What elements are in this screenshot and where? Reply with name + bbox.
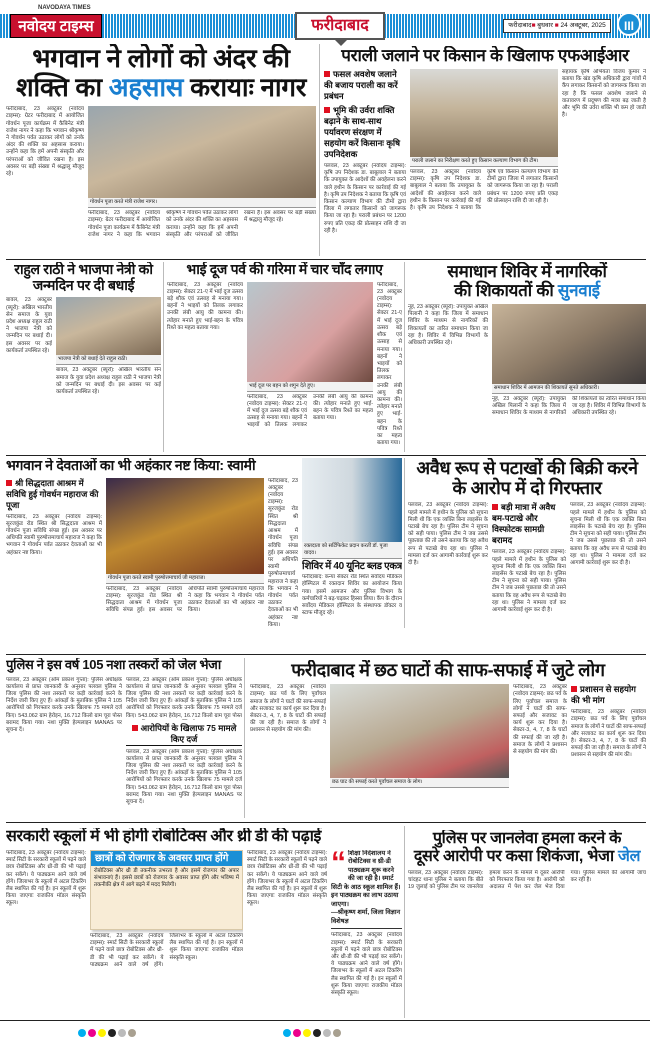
text-column <box>250 684 326 818</box>
headline-part: करायाः नागर <box>190 72 307 103</box>
headline-highlight: जेल <box>618 847 641 865</box>
divider <box>244 658 245 818</box>
highlight-item <box>324 105 406 160</box>
info-box-body: रोबोटिक्स और थ्री डी तकनीक उभरता है और इसमें रोजगार की अपार संभावनाएं हैं। इससे छात्रों को रोजगार के अवसर प्राप्त होंगे और भविष्य में तकनीकी क्षेत्र में आगे बढ़ने में मदद मिलेगी। <box>94 867 239 889</box>
photo-caption: गोवर्धन पूजा करते मंत्री राजेश नागर। <box>88 198 316 208</box>
subheadline <box>126 723 242 746</box>
article-police-attack <box>408 830 646 1018</box>
article-body: पलवल, 23 अक्टूबर (ओम प्रकाश गुप्ता): पुलिस अधीक्षक कार्यालय से प्राप्त जानकारी के अनुसार पलवल पुलिस ने जिला पुलिस की नशा तस्करों पर कड़ी कार्रवाई करने के निर्देश जारी किए हुए हैं। आंकड़ों के मुताबिक पुलिस ने 105 आरोपियों को गिरफ्तार करके उनके खिलाफ 75 मामले दर्ज किए। 543.062 ग्राम हेरोइन, 16.712 किलो ग्राम चूरा पोस्त <box>126 676 242 719</box>
quote-icon: “ <box>331 849 346 879</box>
article-body: पलवल, 23 अक्टूबर (नवोदय टाइम्स): पहले मामले में हथीन के पुलिस को सूचना मिली थी कि एक व्यक्ति बिना लाइसेंस के पटाखे बेच रहा है। पुलिस टीम ने सूचना को सही पाया। पुलिस टीम ने जब उससे पूछताछ की तो उसने बताया कि वह अवैध रूप से पटाखे बेच रहा था। पुलिस ने मामला दर्ज कर आगामी कार्रवाई शुरू कर दी है। <box>492 549 566 613</box>
article-body: फरीदाबाद, 23 अक्टूबर (नवोदय टाइम्स): छठ पर्व के लिए पूर्वांचल समाज के लोगों ने घाटों की साफ-सफाई और सजावट का कार्य शुरू कर दिया है। सेक्टर-3, 4, 7, 8 के घाटों की सफाई की जा रही है। समाज के लोगों ने प्रशासन से सहयोग की मांग की। <box>513 684 567 755</box>
headline: शिविर में 40 यूनिट ब्लड एकत्र <box>302 561 402 572</box>
news-photo <box>106 478 264 574</box>
subheadline-text: आरोपियों के खिलाफ 75 मामले किए दर्ज <box>140 722 237 744</box>
highlight-text: भूमि की उर्वरा शक्ति बढ़ाने के साथ-साथ पर्यावरण संरक्षण में सहयोग करें किसानः कृषि उपनिदेशक <box>324 105 401 160</box>
footer-rule <box>0 1020 650 1021</box>
registration-marks <box>283 1024 343 1042</box>
text-column <box>6 850 86 1018</box>
article-body: नूंह, 23 अक्टूबर (ब्यूरो): उपायुक्त अखिल पिलानी ने कहा कि जिला में समाधान शिविर के माध्यम से नागरिकों की शिकायतों का त्वरित समाधान किया जा रहा है। शिविर में विभिन्न विभागों के अधिकारी उपस्थित रहे। <box>492 396 646 417</box>
info-box <box>90 850 243 930</box>
article-birthday <box>6 262 161 452</box>
news-photo <box>247 282 373 382</box>
headline-part: दूसरे आरोपी पर कसा शिकंजा, भेजा <box>413 847 614 865</box>
divider <box>6 259 646 260</box>
text-column <box>562 69 646 256</box>
headline: भाई दूज पर्व की गरिमा में चार चाँद लगाए <box>186 262 383 277</box>
headline: फरीदाबाद में छठ घाटों की साफ-सफाई में जुटे लोग <box>291 660 605 680</box>
divider <box>6 822 646 823</box>
article-content <box>6 297 161 452</box>
article-body: फरीदाबाद, 23 अक्टूबर (नवोदय टाइम्स): ग्रेटर फरीदाबाद में आयोजित गोवर्धन पूजा कार्यक्रम में कैबिनेट मंत्री राजेश नागर ने कहा कि भगवान श्रीकृष्ण ने गोवर्धन पर्वत उठाकर लोगों को उनके अंदर की शक्ति का अहसास कराया। उन्होंने कहा कि हमें अपनी संस्कृति और परंपराओं को जीवित रखना है। इस अवसर पर बड़ी संख्या में श्रद्धालु मौजूद रहे। <box>6 106 84 178</box>
dateline-day: बुधवार <box>537 22 553 29</box>
article-content <box>6 478 298 628</box>
article-body: बावल, 23 अक्टूबर (ब्यूरो): अखिल भारतीय सेन समाज के युवा प्रदेश अध्यक्ष राहुल राठी ने भाजपा नेत्री को जन्मदिन पर बधाई दी। इस अवसर पर कई कार्यकर्ता उपस्थित रहे। <box>56 367 161 395</box>
text-column <box>571 684 646 818</box>
headline: राहुल राठी ने भाजपा नेत्री को जन्मदिन पर दी बधाई <box>14 262 153 293</box>
article-robotics <box>6 828 402 1018</box>
article-body: फरीदाबाद, 23 अक्टूबर (नवोदय टाइम्स): स्मार्ट सिटी के सरकारी स्कूलों में पढ़ने वाले छात्र रोबोटिक्स और थ्री-डी की भी पढ़ाई कर सकेंगे। ये पाठ्यक्रम आने वाले वर्ष होंगे। जिलाभर के स्कूलों में अटल टिंकरिंग लैब स्थापित की गई है। इन स्कूलों में शुरू किया जाएगाः राजकीय मॉडल संस्कृति स्कूल। <box>331 932 402 997</box>
quote-attribution: —श्रीकृष्ण शर्मा, जिला विज्ञान विशेषज्ञ <box>331 909 402 929</box>
news-photo <box>88 106 316 198</box>
media-column <box>492 304 646 452</box>
media-column <box>106 478 264 628</box>
photo-caption: समाधान शिविर में आमजन की शिकायतें सुनते अधिकारी। <box>492 384 646 394</box>
text-column <box>492 502 566 628</box>
logo-subtitle: NAVODAYA TIMES <box>38 5 91 11</box>
photo-caption: पराली जलाने का निरीक्षण करते हुए किसान कल्याण विभाग की टीम। <box>410 157 558 167</box>
media-column <box>330 684 509 818</box>
divider <box>404 262 405 452</box>
article-body: पलवल, 23 अक्टूबर (ओम प्रकाश गुप्ता): पुलिस अधीक्षक कार्यालय से प्राप्त जानकारी के अनुसार पलवल पुलिस ने जिला पुलिस की नशा तस्करों पर कड़ी कार्रवाई करने के निर्देश जारी किए हुए हैं। आंकड़ों के मुताबिक पुलिस ने 105 आरोपियों को गिरफ्तार करके उनके खिलाफ 75 मामले दर्ज किए। 543.062 ग्राम हेरोइन, 16.712 किलो ग्राम चूरा पोस्त बरामद किया गया। नशा मुक्ति हेल्पलाइन MANAS पर सूचना दें। <box>6 676 122 733</box>
highlight-text: फसल अवशेष जलाने की बजाय पराली का करें प्रबंधन <box>324 69 398 102</box>
page-number: III <box>617 12 641 36</box>
article-body: फरीदाबाद, 23 अक्टूबर (नवोदय टाइम्स): छठ पर्व के लिए पूर्वांचल समाज के लोगों ने घाटों की साफ-सफाई और सजावट का कार्य शुरू कर दिया है। सेक्टर-3, 4, 7, 8 के घाटों की सफाई की जा रही है। समाज के लोगों ने प्रशासन से सहयोग की मांग की। <box>571 709 646 759</box>
headline-line1: समाधान शिविर में नागरिकों <box>447 262 607 281</box>
article-content <box>250 684 646 818</box>
info-box-title: छात्रों को रोजगार के अवसर प्राप्त होंगे <box>91 851 242 866</box>
headline-line1: पुलिस पर जानलेवा हमला करने के <box>432 830 622 847</box>
news-photo <box>330 684 509 778</box>
photo-caption: भाई दूज पर बहन को शगुन देते हुए। <box>247 382 373 392</box>
highlight-item <box>324 69 406 102</box>
subheadline <box>492 502 566 546</box>
divider <box>404 458 405 628</box>
text-column <box>126 677 242 818</box>
article-body: फरीदाबाद, 23 अक्टूबर (नवोदय टाइम्स): सेक्टर 21-ए में भाई दूज उत्सव बड़े शौक एवं उत्साह से मनाया गया। बहनों ने भाइयों को तिलक लगाकर उनकी लंबी आयु की कामना की। त्योहार मनाते हुए भाई-बहन के पवित्र रिश्ते का महत्व बताया गया। <box>377 281 402 447</box>
headline: पुलिस ने इस वर्ष 105 नशा तस्करों को जेल भेजा <box>6 658 221 672</box>
masthead-logo: नवोदय टाइम्स <box>10 14 102 38</box>
quote-column <box>331 850 402 1018</box>
headline-part: शक्ति का <box>15 72 102 103</box>
article-content <box>167 282 402 452</box>
photo-caption: गोवर्धन पूजा करते स्वामी पुरुषोत्तमाचार्य जी महाराज। <box>106 574 264 584</box>
headline: सरकारी स्कूलों में भी होगी रोबोटिक्स और थ्री डी की पढ़ाई <box>6 828 322 845</box>
subheadline <box>6 478 102 511</box>
divider <box>404 826 405 1018</box>
photo-caption: छठ घाट की सफाई करते पूर्वांचल समाज के लोग। <box>330 778 509 788</box>
subheadline-text: श्री सिद्धदाता आश्रम में सविधि हुई गोवर्धन महाराज की पूजा <box>6 477 99 510</box>
divider <box>163 262 164 452</box>
text-column <box>247 850 327 1018</box>
headline-highlight: अहसास <box>108 72 184 103</box>
news-photo <box>56 297 161 355</box>
article-body: सहायक कृषि अभियंता विजय कुमार ने बताया कि खंड कृषि अधिकारी द्वारा गांवों में कैंप लगाकर किसानों को जागरूक किया जा रहा है कि फसल अवशेष जलाने से वातावरण में प्रदूषण की मात्रा बढ़ जाती है और भूमि की उर्वरा शक्ति भी कम हो जाती है। <box>562 69 646 119</box>
article-body: पलवल, 23 अक्टूबर (नवोदय टाइम्स): कृषि उप निदेशक डा. बाबूलाल ने बताया कि उपायुक्त के आदेशों की अवहेलना करने वाले हथीन के किसान पर कार्रवाई की गई है। कृषि उप निदेशक ने बताया कि कृषि एवं किसान कल्याण विभाग की टीमों द्वारा जिला में लगातार किसानों को जागरूक किया जा रहा है। पराली प्रबंधन पर 1200 रुपए प्रति एकड़ की प्रोत्साहन राशि दी जा रही है। <box>410 169 558 212</box>
article-firecracker-arrest <box>408 458 646 628</box>
media-column <box>410 69 558 256</box>
subheadline <box>571 684 646 706</box>
dateline: फरीदाबाद■ बुधवार ■ 24 अक्टूबर, 2025 <box>503 19 611 33</box>
headline-line1: भगवान ने लोगों को अंदर की <box>32 44 290 73</box>
headline-line2 <box>6 73 316 102</box>
article-content <box>6 106 316 256</box>
article-body: पलवल, 23 अक्टूबर (नवोदय टाइम्स): कृषि उप निदेशक डा. बाबूलाल ने बताया कि उपायुक्त के आदेशों की अवहेलना करने वाले हथीन के किसान पर कार्रवाई की गई है। कृषि उप निदेशक ने बताया कि कृषि एवं किसान कल्याण विभाग की टीमों द्वारा जिला में लगातार किसानों को जागरूक किया जा रहा है। पराली प्रबंधन पर 1200 रुपए प्रति एकड़ की प्रोत्साहन राशि दी जा रही है। <box>324 163 406 234</box>
divider <box>6 455 646 456</box>
text-column <box>377 282 402 452</box>
headline: भगवान ने देवताओं का भी अहंकार नष्ट किया: स्वामी <box>6 458 256 473</box>
headline-line2 <box>408 848 646 866</box>
text-column <box>513 684 567 818</box>
article-body: फरीदाबाद, 23 अक्टूबर (नवोदय टाइम्स): छठ पर्व के लिए पूर्वांचल समाज के लोगों ने घाटों की साफ-सफाई और सजावट का कार्य शुरू कर दिया है। सेक्टर-3, 4, 7, 8 के घाटों की सफाई की जा रही है। समाज के लोगों ने प्रशासन से सहयोग की मांग की। <box>250 684 326 734</box>
text-column <box>167 282 243 452</box>
media-column <box>247 282 373 452</box>
divider <box>319 44 320 256</box>
article-govardhan-puja <box>6 458 298 628</box>
article-samadhan-shivir <box>408 262 646 452</box>
text-column <box>268 478 298 628</box>
text-column <box>6 297 52 452</box>
divider <box>6 654 646 655</box>
headline-part: की शिकायतों की <box>454 281 554 301</box>
dateline-city: फरीदाबाद <box>508 22 532 29</box>
photo-caption: भाजपा नेत्री को बधाई देते राहुल राठी। <box>56 355 161 365</box>
article-body: फरीदाबाद, 23 अक्टूबर (नवोदय टाइम्स): सेक्टर 21-ए में भाई दूज उत्सव बड़े शौक एवं उत्साह से मनाया गया। बहनों ने भाइयों को तिलक लगाकर उनकी लंबी आयु की कामना की। त्योहार मनाते हुए भाई-बहन के पवित्र रिश्ते का महत्व बताया गया। <box>167 281 243 331</box>
registration-marks <box>78 1024 138 1042</box>
article-stubble-fir <box>324 46 646 256</box>
article-body: पलवल, 23 अक्टूबर (ओम प्रकाश गुप्ता): पुलिस अधीक्षक कार्यालय से प्राप्त जानकारी के अनुसार पलवल पुलिस ने जिला पुलिस की नशा तस्करों पर कड़ी कार्रवाई करने के निर्देश जारी किए हुए हैं। आंकड़ों के मुताबिक पुलिस ने 105 आरोपियों को गिरफ्तार करके उनके खिलाफ 75 मामले दर्ज किए। 543.062 ग्राम हेरोइन, 16.712 किलो ग्राम चूरा पोस्त बरामद किया गया। नशा मुक्ति हेल्पलाइन MANAS पर सूचना दें। <box>126 748 242 805</box>
article-body: बावल, 23 अक्टूबर (ब्यूरो): अखिल भारतीय सेन समाज के युवा प्रदेश अध्यक्ष राहुल राठी ने भाजपा नेत्री को जन्मदिन पर बधाई दी। इस अवसर पर कई कार्यकर्ता उपस्थित रहे। <box>6 297 52 354</box>
dateline-date: 24 अक्टूबर, 2025 <box>560 22 606 29</box>
article-content <box>6 677 242 818</box>
article-body: पलवल, 23 अक्टूबर (नवोदय टाइम्स): पहले मामले में हथीन के पुलिस को सूचना मिली थी कि एक व्यक्ति बिना लाइसेंस के पटाखे बेच रहा है। पुलिस टीम ने सूचना को सही पाया। पुलिस टीम ने जब उससे पूछताछ की तो उसने बताया कि वह अवैध रूप से पटाखे बेच रहा था। पुलिस ने मामला दर्ज कर आगामी कार्रवाई शुरू कर दी है। <box>408 502 488 566</box>
text-column <box>570 502 646 628</box>
article-content <box>324 69 646 256</box>
subheadline-text: प्रशासन से सहयोग की भी मांग <box>571 684 636 706</box>
edition-label: फरीदाबाद <box>295 12 385 40</box>
headline-highlight: सुनवाई <box>557 281 600 301</box>
news-photo <box>410 69 558 157</box>
text-column <box>6 478 102 628</box>
news-photo <box>492 304 646 384</box>
article-blood-camp <box>302 458 402 628</box>
article-body: फरीदाबाद, 23 अक्टूबर (नवोदय टाइम्स): सूरजकुंड रोड स्थित श्री सिद्धदाता आश्रम में गोवर्धन पूजा सविधि संपन्न हुई। इस अवसर पर अधिपति स्वामी पुरुषोत्तमाचार्य महाराज ने कहा कि भगवान ने गोवर्धन पर्वत उठाकर देवताओं का भी अहंकार नष्ट किया। <box>6 513 102 556</box>
article-body: फरीदाबाद, 23 अक्टूबर (नवोदय टाइम्स): स्मार्ट सिटी के सरकारी स्कूलों में पढ़ने वाले छात्र रोबोटिक्स और थ्री-डी की भी पढ़ाई कर सकेंगे। ये पाठ्यक्रम आने वाले वर्ष होंगे। जिलाभर के स्कूलों में अटल टिंकरिंग लैब स्थापित की गई है। इन स्कूलों में शुरू किया जाएगाः राजकीय मॉडल संस्कृति स्कूल। <box>247 849 327 907</box>
article-bhai-dooj <box>167 262 402 452</box>
article-body: फरीदाबाद, 23 अक्टूबर (नवोदय टाइम्स): स्मार्ट सिटी के सरकारी स्कूलों में पढ़ने वाले छात्र रोबोटिक्स और थ्री-डी की भी पढ़ाई कर सकेंगे। ये पाठ्यक्रम आने वाले वर्ष होंगे। जिलाभर के स्कूलों में अटल टिंकरिंग लैब स्थापित की गई है। इन स्कूलों में शुरू किया जाएगाः राजकीय मॉडल संस्कृति स्कूल। <box>90 932 243 968</box>
text-column <box>408 502 488 628</box>
news-photo <box>302 458 402 542</box>
article-body: पलवल, 23 अक्टूबर (नवोदय टाइम्स): पहले मामले में हथीन के पुलिस को सूचना मिली थी कि एक व्यक्ति बिना लाइसेंस के पटाखे बेच रहा है। पुलिस टीम ने सूचना को सही पाया। पुलिस टीम ने जब उससे पूछताछ की तो उसने बताया कि वह अवैध रूप से पटाखे बेच रहा था। पुलिस ने मामला दर्ज कर आगामी कार्रवाई शुरू कर दी है। <box>570 502 646 566</box>
article-body: पलवल, 23 अक्टूबर (नवोदय टाइम्स): चांदहट थाना पुलिस ने बताया कि बीते 19 जुलाई को पुलिस टीम पर जानलेवा हमला करने के मामले में दूसरे आरोपी को गिरफ्तार किया गया है। आरोपी को अदालत में पेश कर जेल भेज दिया गया। पुलिस मामले की आगामी जांच कर रही है। <box>408 869 646 891</box>
article-chhath-ghats <box>250 660 646 818</box>
subheadline-text: बड़ी मात्रा में अवैध बम-पटाखे और विस्फोटक सामग्री बरामद <box>492 502 556 546</box>
media-column <box>88 106 316 256</box>
article-body: फरीदाबाद, 23 अक्टूबर (नवोदय टाइम्स): स्मार्ट सिटी के सरकारी स्कूलों में पढ़ने वाले छात्र रोबोटिक्स और थ्री-डी की भी पढ़ाई कर सकेंगे। ये पाठ्यक्रम आने वाले वर्ष होंगे। जिलाभर के स्कूलों में अटल टिंकरिंग लैब स्थापित की गई है। इन स्कूलों में शुरू किया जाएगाः राजकीय मॉडल संस्कृति स्कूल। <box>6 849 86 907</box>
article-body: फरीदाबाद: कन्या सेक्टर रोड स्थित सर्वोदय मेडिकल हॉस्पिटल में रक्तदान शिविर का आयोजन किया गया। इसमें आमजन और पुलिस विभाग के कर्मचारियों ने बढ़-चढ़कर हिस्सा लिया। कैंप के दौरान सर्वोदय मेडिकल हॉस्पिटल के संस्थापक डॉक्टर व स्टाफ मौजूद रहे। <box>302 574 402 617</box>
article-content <box>6 850 402 1018</box>
media-column <box>56 297 161 452</box>
article-body: फरीदाबाद, 23 अक्टूबर (नवोदय टाइम्स): सेक्टर 21-ए में भाई दूज उत्सव बड़े शौक एवं उत्साह से मनाया गया। बहनों ने भाइयों को तिलक लगाकर उनकी लंबी आयु की कामना की। त्योहार मनाते हुए भाई-बहन के पवित्र रिश्ते का महत्व बताया गया। <box>247 393 373 429</box>
article-body: फरीदाबाद, 23 अक्टूबर (नवोदय टाइम्स): ग्रेटर फरीदाबाद में आयोजित गोवर्धन पूजा कार्यक्रम में कैबिनेट मंत्री राजेश नागर ने कहा कि भगवान श्रीकृष्ण ने गोवर्धन पर्वत उठाकर लोगों को उनके अंदर की शक्ति का अहसास कराया। उन्होंने कहा कि हमें अपनी संस्कृति और परंपराओं को जीवित रखना है। इस अवसर पर बड़ी संख्या में श्रद्धालु मौजूद रहे। <box>88 210 316 238</box>
box-column <box>90 850 243 1018</box>
article-nagar <box>6 44 316 256</box>
text-column <box>324 69 406 256</box>
text-column <box>6 106 84 256</box>
pull-quote <box>331 850 402 930</box>
text-column <box>6 677 122 818</box>
article-drug-smugglers <box>6 658 242 818</box>
article-content <box>408 304 646 452</box>
quote-text: शिक्षा निदेशालय ने रोबोटिक्स व थ्री-डी पाठ्यक्रम शुरू करने की जा रही है। स्मार्ट सिटी के आठ स्कूल शामिल हैं। इन पाठ्यक्रम का लाभ उठाया जाएगा। <box>331 849 401 908</box>
article-body: नूंह, 23 अक्टूबर (ब्यूरो): उपायुक्त अखिल पिलानी ने कहा कि जिला में समाधान शिविर के माध्यम से नागरिकों की शिकायतों का त्वरित समाधान किया जा रहा है। शिविर में विभिन्न विभागों के अधिकारी उपस्थित रहे। <box>408 304 488 347</box>
article-body: फरीदाबाद, 23 अक्टूबर (नवोदय टाइम्स): सूरजकुंड रोड स्थित श्री सिद्धदाता आश्रम में गोवर्धन पूजा सविधि संपन्न हुई। इस अवसर पर अधिपति स्वामी पुरुषोत्तमाचार्य महाराज ने कहा कि भगवान ने गोवर्धन पर्वत उठाकर देवताओं का भी अहंकार नष्ट किया। <box>106 585 264 614</box>
article-content <box>408 502 646 628</box>
headline: पराली जलाने पर किसान के खिलाफ एफआईआर <box>341 46 629 65</box>
headline-line2 <box>408 281 646 300</box>
headline: अवैध रूप से पटाखों की बिक्री करने के आरोप में दो गिरफ्तार <box>416 458 638 499</box>
photo-caption: रक्तदाता को सर्टिफिकेट प्रदान करतीं डॉ. पूजा यादव। <box>302 542 402 559</box>
text-column <box>408 304 488 452</box>
article-body: फरीदाबाद, 23 अक्टूबर (नवोदय टाइम्स): सूरजकुंड रोड स्थित श्री सिद्धदाता आश्रम में गोवर्धन पूजा सविधि संपन्न हुई। इस अवसर पर अधिपति स्वामी पुरुषोत्तमाचार्य महाराज ने कहा कि भगवान ने गोवर्धन पर्वत उठाकर देवताओं का भी अहंकार नष्ट किया। <box>268 477 298 628</box>
